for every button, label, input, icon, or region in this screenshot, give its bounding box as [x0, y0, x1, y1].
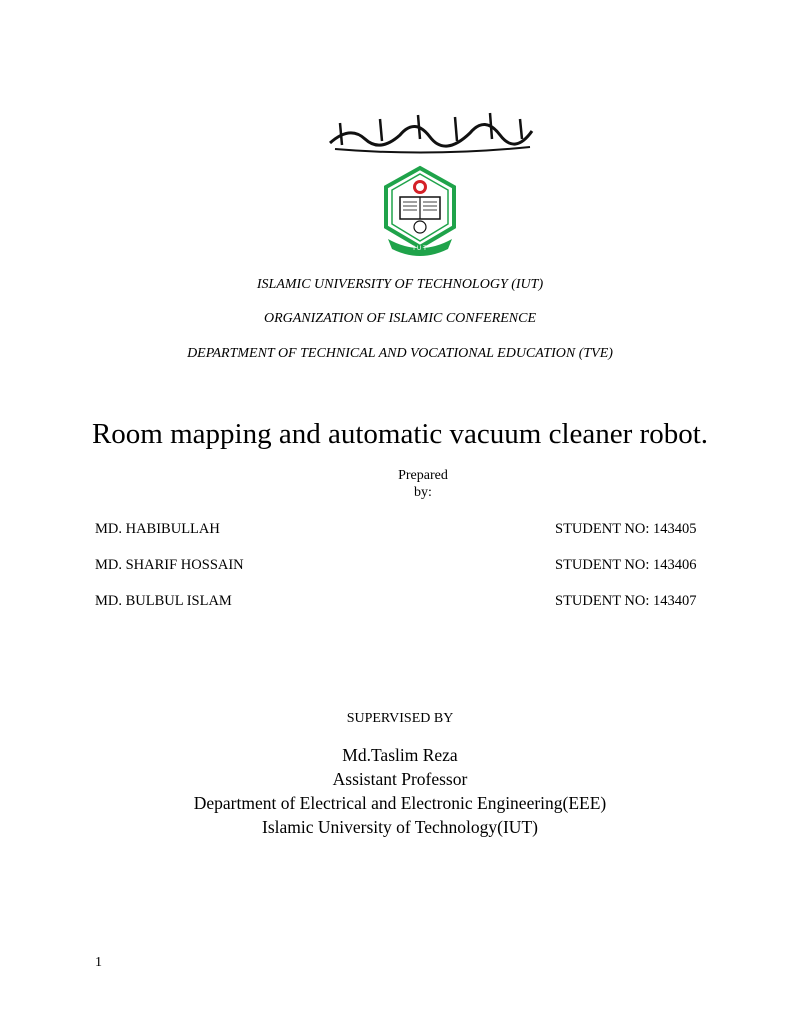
supervisor-designation: Assistant Professor: [332, 769, 468, 789]
student-id-3: STUDENT NO: 143407: [555, 593, 697, 609]
supervisor-university: Islamic University of Technology(IUT): [262, 817, 538, 837]
bismillah-calligraphy: [320, 105, 540, 155]
calligraphy-icon: [320, 105, 540, 155]
institution-line-3: DEPARTMENT OF TECHNICAL AND VOCATIONAL EDUCATION (TVE): [187, 346, 613, 361]
logo-text: I U T: [413, 245, 427, 252]
student-name-1: MD. HABIBULLAH: [95, 521, 220, 537]
page-number: 1: [95, 955, 102, 970]
student-name-2: MD. SHARIF HOSSAIN: [95, 557, 244, 573]
by-label: by:: [414, 485, 432, 500]
institution-line-2: ORGANIZATION OF ISLAMIC CONFERENCE: [263, 311, 537, 326]
student-name-3: MD. BULBUL ISLAM: [95, 593, 232, 609]
supervisor-name: Md.Taslim Reza: [342, 745, 458, 765]
report-title: Room mapping and automatic vacuum cleaner robot.: [91, 418, 709, 450]
supervised-by-heading: SUPERVISED BY: [346, 711, 454, 726]
iut-emblem-icon: [382, 165, 458, 257]
student-id-1: STUDENT NO: 143405: [555, 521, 697, 537]
student-id-2: STUDENT NO: 143406: [555, 557, 697, 573]
prepared-label: Prepared: [398, 468, 448, 483]
institution-line-1: ISLAMIC UNIVERSITY OF TECHNOLOGY (IUT): [256, 277, 544, 292]
supervisor-department: Department of Electrical and Electronic Engineering(EEE): [193, 793, 607, 813]
iut-logo: [382, 165, 458, 257]
